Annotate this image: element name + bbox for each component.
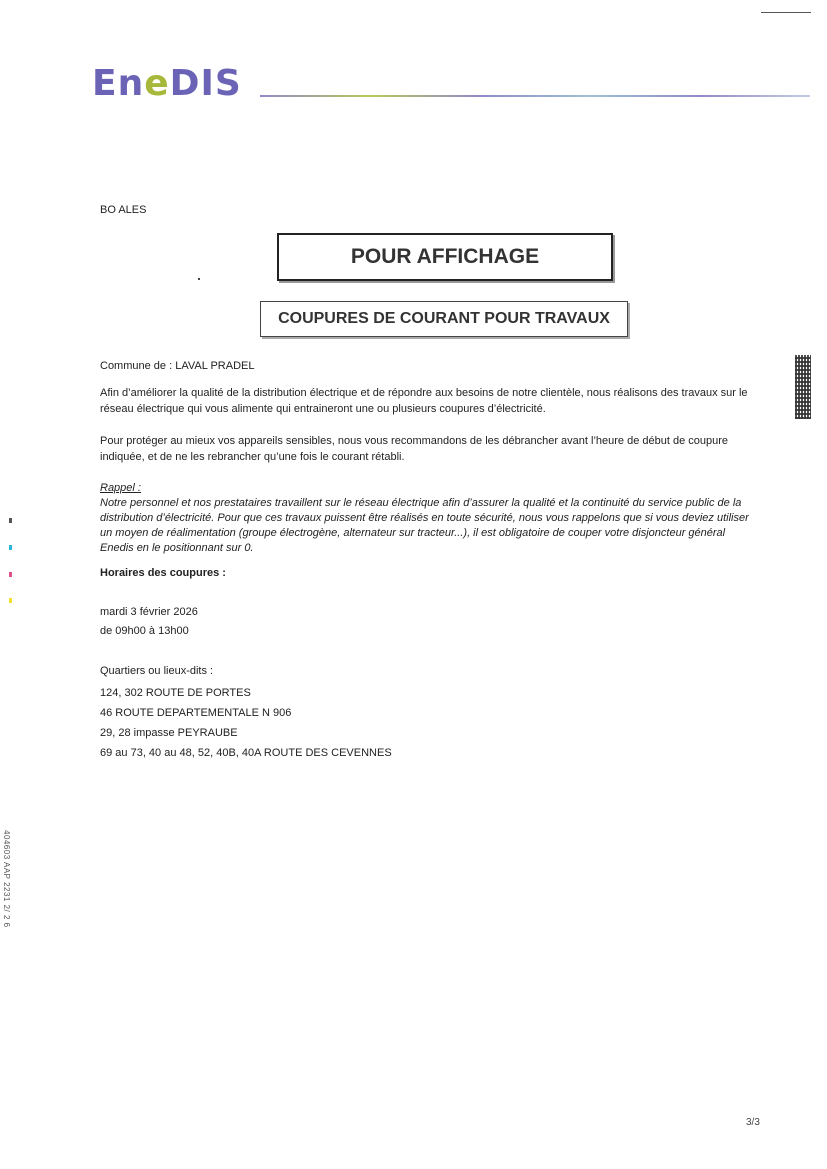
location-item: 124, 302 ROUTE DE PORTES	[100, 687, 251, 699]
schedule-date: mardi 3 février 2026	[100, 606, 198, 618]
commune-line: Commune de : LAVAL PRADEL	[100, 360, 255, 372]
title-box-coupures	[260, 301, 628, 337]
locations-list	[100, 683, 392, 763]
datamatrix-code	[795, 355, 811, 419]
locations-title: Quartiers ou lieux-dits :	[100, 665, 214, 677]
rappel-block	[100, 481, 760, 556]
header-rule	[260, 95, 810, 97]
intro-paragraph: Afin d’améliorer la qualité de la distribution électrique et de répondre aux besoins de notre clientèle, nous réalisons des travaux sur le réseau électrique qui vous alimente qui entraineront une ou plusieurs coupures d’électricité.	[100, 387, 748, 415]
schedule-title: Horaires des coupures :	[100, 567, 226, 579]
sender-label: BO ALES	[100, 204, 147, 216]
main-title: POUR AFFICHAGE	[350, 245, 540, 268]
registration-mark-yellow	[9, 598, 12, 603]
location-item: 29, 28 impasse PEYRAUBE	[100, 727, 238, 739]
page-number: 3/3	[746, 1117, 760, 1128]
registration-mark-magenta	[9, 572, 12, 577]
rappel-text: Notre personnel et nos prestataires travaillent sur le réseau électrique afin d’assurer la qualité et la continuité du service public de la distribution d’électricité. Pour que ces travaux puissent être réalisés en toute sécurité, nous vous rappelons que si vous deviez utiliser un moyen de réalimentation (groupe électrogène, alternateur sur tracteur...), il est obligatoire de couper votre disjoncteur général Enedis en le positionnant sur 0.	[100, 497, 749, 554]
location-item: 46 ROUTE DEPARTEMENTALE N 906	[100, 707, 292, 719]
stray-dot	[198, 278, 200, 280]
schedule-time: de 09h00 à 13h00	[100, 625, 189, 637]
advice-paragraph: Pour protéger au mieux vos appareils sensibles, nous vous recommandons de les débrancher avant l’heure de début de coupure indiquée, et de ne les rebrancher qu’une fois le courant rétabli.	[100, 435, 728, 463]
enedis-logo: EneDIS	[92, 63, 242, 104]
registration-mark-black	[9, 518, 12, 523]
side-tracking-code: 404603 AAP 2231 2/ 2 6	[2, 830, 11, 928]
registration-mark-cyan	[9, 545, 12, 550]
location-item: 69 au 73, 40 au 48, 52, 40B, 40A ROUTE DES CEVENNES	[100, 747, 392, 759]
sub-title: COUPURES DE COURANT POUR TRAVAUX	[278, 310, 610, 327]
top-scan-line	[761, 12, 811, 13]
rappel-title: Rappel :	[100, 482, 141, 494]
title-box-affichage	[277, 233, 613, 281]
